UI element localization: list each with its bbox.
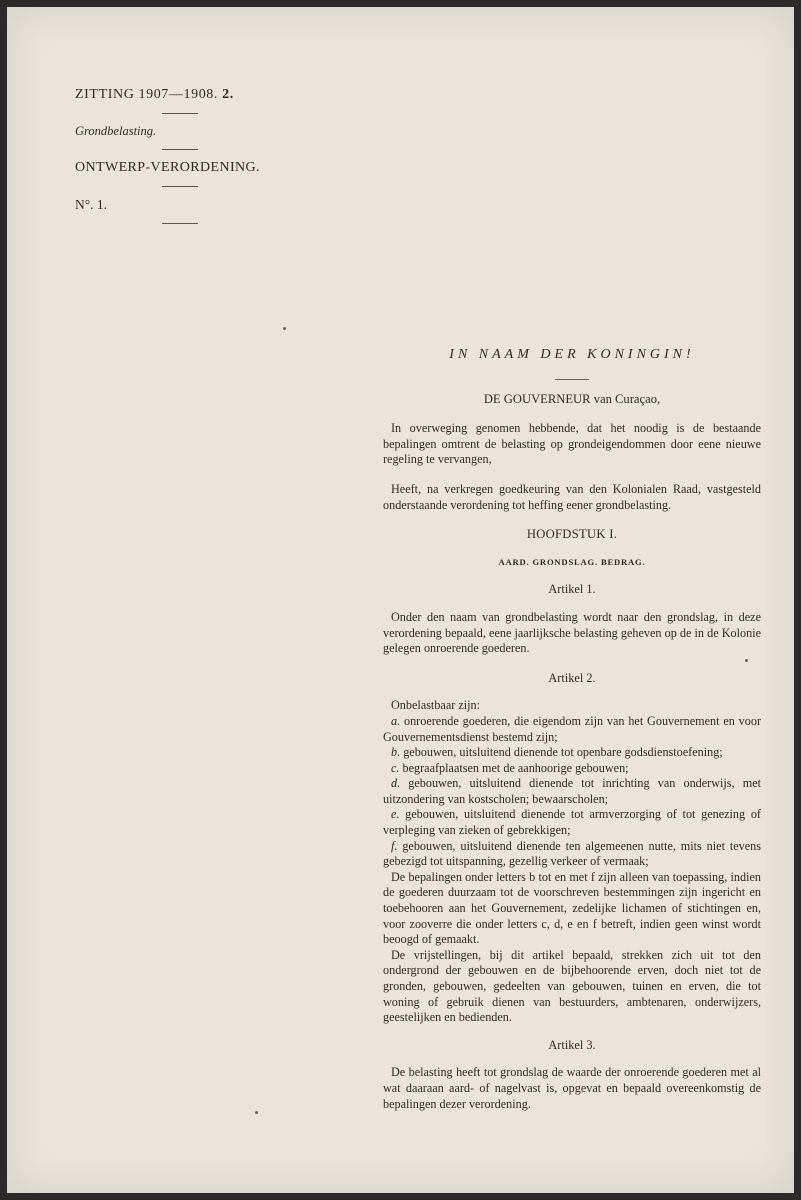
exemption-item	[383, 776, 761, 807]
exemption-item	[383, 807, 761, 838]
ordinance-body	[383, 347, 761, 1112]
document-number: N°. 1.	[75, 197, 108, 212]
exemption-letter: e.	[391, 807, 400, 822]
paper-speck	[255, 1111, 258, 1114]
session-number: 2.	[222, 87, 234, 102]
paper-speck	[745, 659, 748, 662]
header-divider	[162, 149, 198, 150]
exemption-text: gebouwen, uitsluitend dienende tot inrichting van onderwijs, met uitzondering van kostscholen; bewaarscholen;	[383, 776, 761, 806]
header-divider	[162, 113, 198, 114]
decree-heading: IN NAAM DER KONINGIN!	[449, 347, 695, 362]
exemption-item	[383, 839, 761, 870]
exemption-letter: d.	[391, 776, 401, 791]
article-heading: Artikel 3.	[548, 1037, 596, 1052]
article-text: De vrijstellingen, bij dit artikel bepaald, strekken zich uit tot den ondergrond der gebouwen en de bijbehoorende erven, doch niet tot de gronden, gebouwen, gedeelten van gebouwen, tuinen en erven, die tot woning of gebruik dienen van bestuurders, ambtenaren, onderwijzers, geestelijken en bedienden.	[383, 947, 761, 1025]
chapter-subheading: AARD. GRONDSLAG. BEDRAG.	[498, 556, 646, 567]
preamble-paragraph: Heeft, na verkregen goedkeuring van den Kolonialen Raad, vastgesteld onderstaande verordening tot heffing eener grondbelasting.	[383, 481, 761, 512]
article-text: De belasting heeft tot grondslag de waarde der onroerende goederen met al wat daaraan aard- of nagelvast is, opgevat en bepaald overeenkomstig de bepalingen dezer verordening.	[383, 1065, 761, 1111]
article-intro: Onbelastbaar zijn:	[391, 698, 481, 713]
exemption-item	[383, 714, 761, 745]
chapter-heading: HOOFDSTUK I.	[526, 527, 618, 542]
article-heading: Artikel 2.	[548, 670, 596, 685]
header-divider	[162, 186, 198, 187]
exemption-letter: a.	[391, 713, 401, 728]
session-header	[75, 87, 285, 234]
governor-line: DE GOUVERNEUR van Curaçao,	[483, 391, 661, 406]
article-text: Onder den naam van grondbelasting wordt naar den grondslag, in deze verordening bepaald, eene jaarlijksche belasting geheven op de in de Kolonie gelegen onroerende goederen.	[383, 609, 761, 656]
article-heading: Artikel 1.	[548, 582, 596, 597]
preamble-paragraph: In overweging genomen hebbende, dat het noodig is de bestaande bepalingen omtrent de belasting op grondeigendommen door eene nieuwe regeling te vervangen,	[383, 421, 761, 467]
exemption-item	[383, 745, 761, 761]
article-text: De bepalingen onder letters b tot en met f zijn alleen van toepassing, indien de goederen duurzaam tot de voorschreven bestemmingen zijn ingericht en toebehooren aan het Gouvernement, zedelijke lichamen of stichtingen en, voor zooverre die onder letters c, d, e en f betreft, indien geen winst wordt beoogd of gemaakt.	[383, 869, 761, 947]
session-label: ZITTING 1907—1908.	[75, 87, 219, 102]
decree-divider	[555, 379, 589, 380]
exemption-item	[383, 761, 761, 777]
subject-label: Grondbelasting.	[75, 124, 157, 138]
paper-speck	[283, 327, 286, 330]
exemption-letter: c.	[391, 760, 400, 775]
exemption-letter: f.	[391, 838, 398, 853]
header-divider	[162, 223, 198, 224]
exemption-text: begraafplaatsen met de aanhoorige gebouwen;	[399, 760, 629, 775]
exemption-list	[383, 714, 761, 870]
document-page	[7, 7, 794, 1193]
exemption-text: onroerende goederen, die eigendom zijn van het Gouvernement en voor Gouvernementsdienst bestemd zijn;	[383, 713, 761, 744]
exemption-text: gebouwen, uitsluitend dienende ten algemeenen nutte, mits niet tevens gebezigd tot uitspanning, gezellig verkeer of vermaak;	[383, 838, 761, 869]
document-type: ONTWERP-VERORDENING.	[75, 160, 260, 175]
exemption-text: gebouwen, uitsluitend dienende tot openbare godsdienstoefening;	[400, 745, 723, 760]
exemption-text: gebouwen, uitsluitend dienende tot armverzorging of tot genezing of verpleging van zieken of gebrekkigen;	[383, 807, 761, 838]
session-line	[75, 87, 285, 103]
exemption-letter: b.	[391, 745, 401, 760]
